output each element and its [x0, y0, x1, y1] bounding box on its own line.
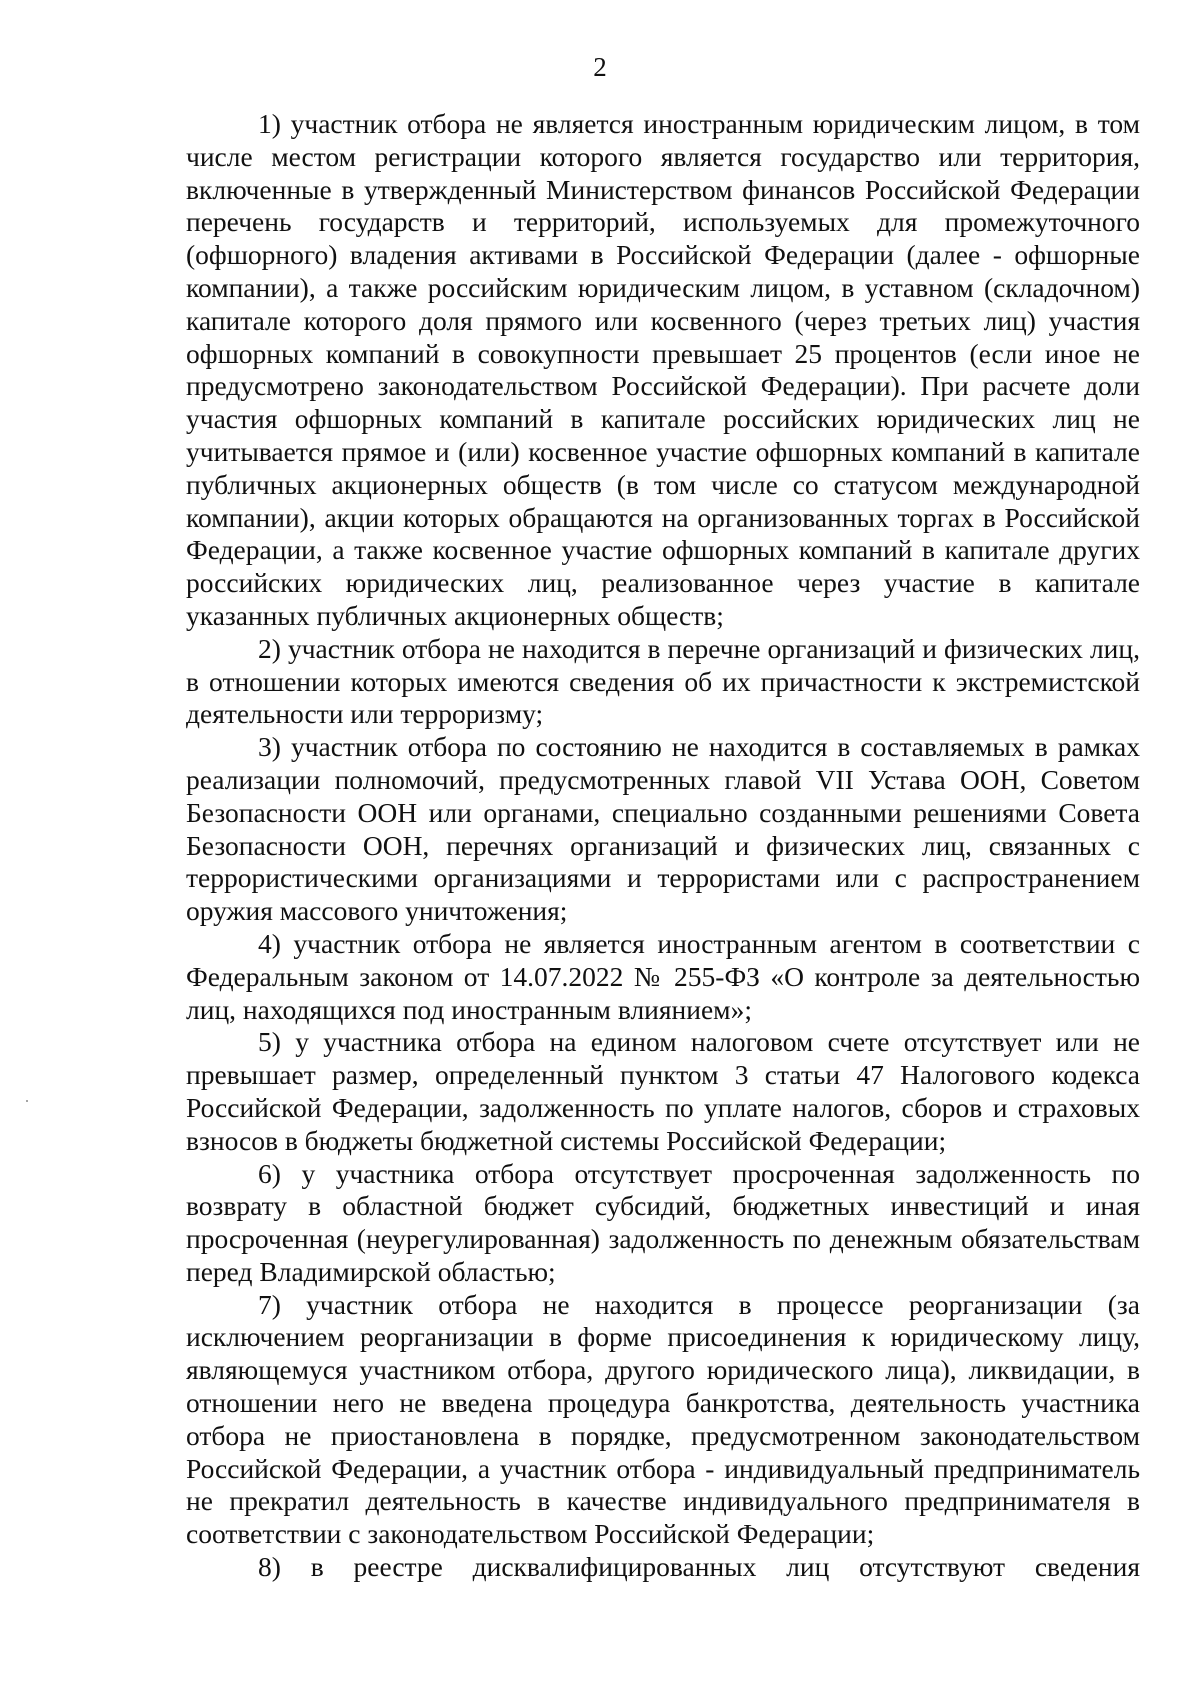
list-item-8: 8) в реестре дисквалифицированных лиц отсутствуют сведения: [258, 1551, 1140, 1583]
list-item-2: 2) участник отбора не находится в перечне организаций и физических лиц, в отношении которых имеются сведения об их причастности к экстремистской деятельности или терроризму;: [186, 632, 1140, 730]
list-item-7: 7) участник отбора не находится в процессе реорганизации (за исключением реорганизации в форме присоединения к юридическому лицу, являющемуся участником отбора, другого юридического лица), ликвидации, в отношении него не введена процедура банкротства, деятельность участника отбора не приостановлена в порядке, предусмотренном законодательством Российской Федерации, а участник отбора - индивидуальный предприниматель не прекратил деятельность в качестве индивидуального предпринимателя в соответствии с законодательством Российской Федерации;: [186, 1288, 1140, 1550]
document-body: [186, 108, 1140, 1584]
list-item-6: 6) у участника отбора отсутствует просроченная задолженность по возврату в областной бюджет субсидий, бюджетных инвестиций и иная просроченная (неурегулированная) задолженность по денежным обязательствам перед Владимирской областью;: [186, 1157, 1140, 1287]
list-item-5: 5) у участника отбора на едином налоговом счете отсутствует или не превышает размер, определенный пунктом 3 статьи 47 Налогового кодекса Российской Федерации, задолженность по уплате налогов, сборов и страховых взносов в бюджеты бюджетной системы Российской Федерации;: [186, 1026, 1140, 1156]
list-item-1: 1) участник отбора не является иностранным юридическим лицом, в том числе местом регистрации которого является государство или территория, включенные в утвержденный Министерством финансов Российской Федерации перечень государств и территорий, используемых для промежуточного (офшорного) владения активами в Российской Федерации (далее - офшорные компании), а также российским юридическим лицом, в уставном (складочном) капитале которого доля прямого или косвенного (через третьих лиц) участия офшорных компаний в совокупности превышает 25 процентов (если иное не предусмотрено законодательством Российской Федерации). При расчете доли участия офшорных компаний в капитале российских юридических лиц не учитывается прямое и (или) косвенное участие офшорных компаний в капитале публичных акционерных обществ (в том числе со статусом международной компании), акции которых обращаются на организованных торгах в Российской Федерации, а также косвенное участие офшорных компаний в капитале других российских юридических лиц, реализованное через участие в капитале указанных публичных акционерных обществ;: [186, 108, 1140, 631]
list-item-3: 3) участник отбора по состоянию не находится в составляемых в рамках реализации полномочий, предусмотренных главой VII Устава ООН, Советом Безопасности ООН или органами, специально созданными решениями Совета Безопасности ООН, перечнях организаций и физических лиц, связанных с террористическими организациями и террористами или с распространением оружия массового уничтожения;: [186, 731, 1140, 927]
scan-speck: [26, 1100, 28, 1102]
list-item-4: 4) участник отбора не является иностранным агентом в соответствии с Федеральным законом от 14.07.2022 № 255-ФЗ «О контроле за деятельностью лиц, находящихся под иностранным влиянием»;: [186, 927, 1140, 1025]
page-number: 2: [593, 52, 607, 82]
